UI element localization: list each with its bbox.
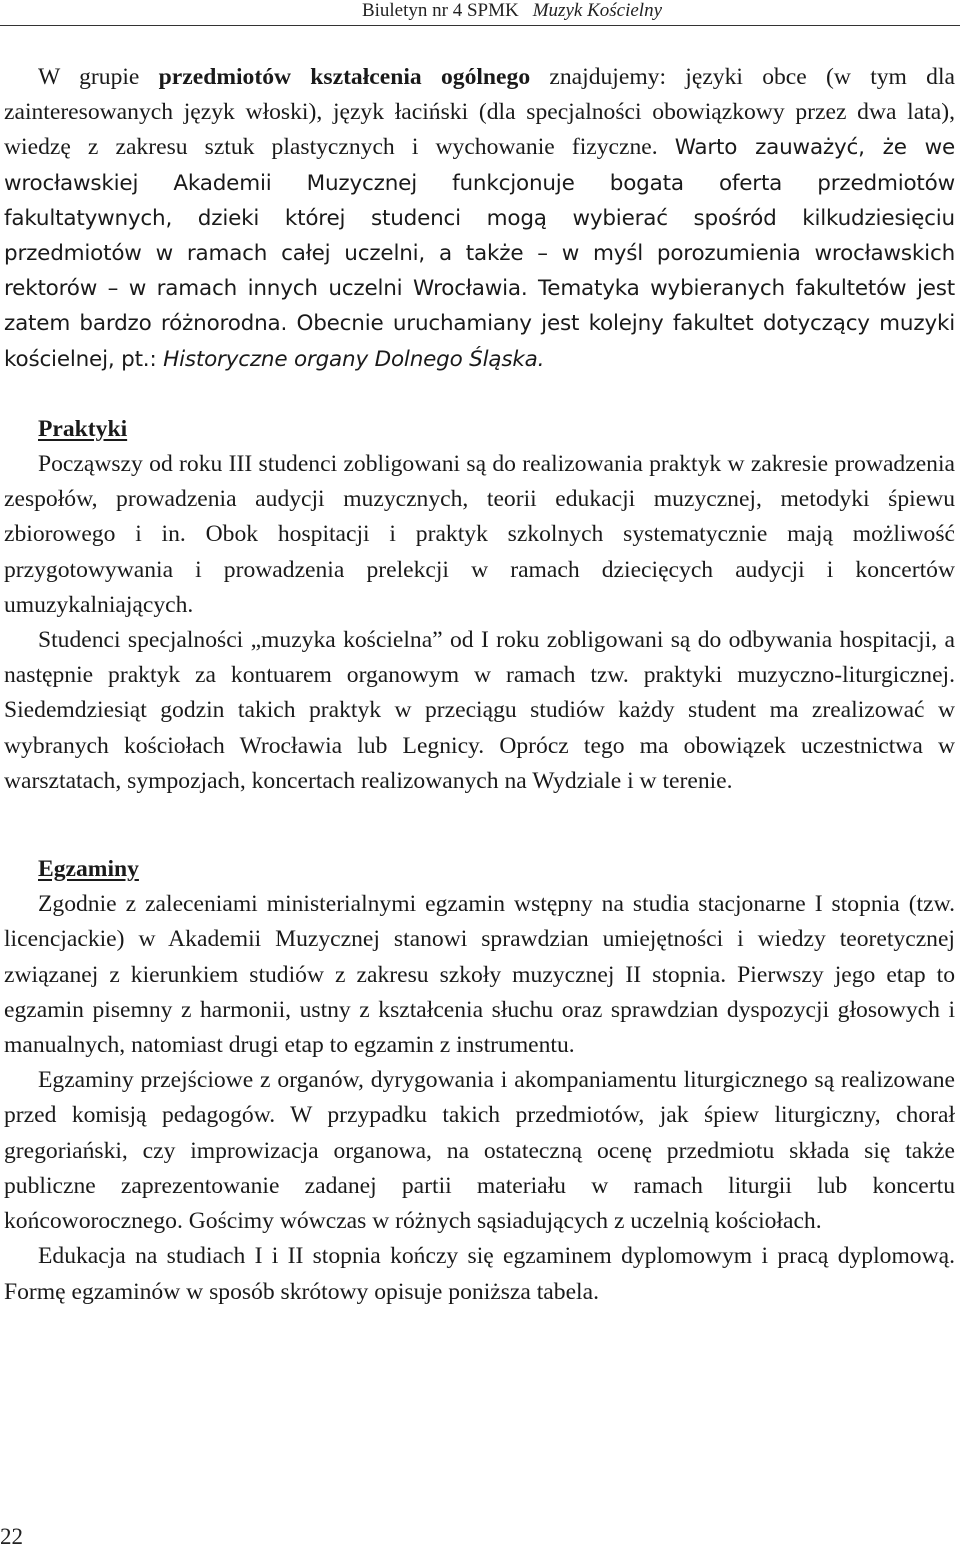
praktyki-paragraph-1: Począwszy od roku III studenci zobligowani są do realizowania praktyk w zakresie prowadzenia zespołów, prowadzenia audycji muzycznych, teorii edukacji muzycznej, metodyki śpiewu zbiorowego i in. Obok hospitacji i praktyk szkolnych systematycznie mają możliwość przygotowywania i prowadzenia prelekcji w ramach dziecięcych audycji i koncertów umuzykalniających. bbox=[4, 451, 955, 618]
intro-text-a: W grupie bbox=[38, 64, 159, 90]
intro-italic-title: Historyczne organy Dolnego Śląska. bbox=[163, 346, 545, 372]
praktyki-paragraph-2: Studenci specjalności „muzyka kościelna” od I roku zobligowani są do odbywania hospitacji, a następnie praktyk za kontuarem organowym w ramach tzw. praktyki muzyczno-liturgicznej. Siedemdziesiąt godzin takich praktyk w przeciągu studiów każdy student ma zrealizować w wybranych kościołach Wrocławia lub Legnicy. Oprócz tego ma obowiązek uczestnictwa w warsztatach, sympozjach, koncertach realizowanych na Wydziale i w terenie. bbox=[4, 627, 955, 794]
intro-bold-term: przedmiotów kształcenia ogólnego bbox=[158, 64, 531, 90]
bulletin-title: Muzyk Kościelny bbox=[532, 0, 662, 21]
section-heading-egzaminy: Egzaminy bbox=[38, 856, 139, 883]
page-number: 22 bbox=[0, 1524, 23, 1549]
running-header bbox=[0, 0, 960, 26]
intro-text-b: znajdujemy: języki obce (w tym dla zainteresowanych język włoski), język łaciński (dla specjalności obowiązkowy przez dwa lata), wiedzę z zakresu sztuk plastycznych i wychowanie fizyczne. bbox=[4, 64, 955, 161]
section-heading-praktyki: Praktyki bbox=[38, 415, 128, 442]
egzaminy-paragraph-2: Egzaminy przejściowe z organów, dyrygowania i akompaniamentu liturgicznego są realizowane przed komisją pedagogów. W przypadku takich przedmiotów, jak śpiew liturgiczny, chorał gregoriański, czy improwizacja organowa, na ostateczną ocenę przedmiotu składa się także publiczne zaprezentowanie zadanej partii materiału w ramach liturgii lub koncertu końcoworocznego. Gościmy wówczas w różnych sąsiadujących z uczelnią kościołach. bbox=[4, 1067, 955, 1235]
egzaminy-paragraph-1: Zgodnie z zaleceniami ministerialnymi egzamin wstępny na studia stacjonarne I stopnia (tzw. licencjackie) w Akademii Muzycznej stanowi sprawdzian umiejętności i wiedzy teoretycznej związanej z kierunkiem studiów z zakresu szkoły muzycznej II stopnia. Pierwszy jego etap to egzamin pisemny z harmonii, ustny z kształcenia słuchu oraz sprawdzian dyspozycji głosowych i manualnych, natomiast drugi etap to egzamin z instrumentu. bbox=[4, 891, 955, 1059]
intro-paragraph bbox=[4, 60, 955, 377]
egzaminy-paragraph-3: Edukacja na studiach I i II stopnia kończy się egzaminem dyplomowym i pracą dyplomową. Formę egzaminów w sposób skrótowy opisuje poniższa tabela. bbox=[4, 1243, 955, 1305]
header-text bbox=[362, 0, 662, 22]
article-body bbox=[4, 60, 955, 1310]
intro-sans-text: Warto zauważyć, że we wrocławskiej Akademii Muzycznej funkcjonuje bogata oferta przedmiotów fakultatywnych, dzieki której studenci mogą wybierać spośród kilkudziesięciu przedmiotów w ramach całej uczelni, a także – w myśl porozumienia wrocławskich rektorów – w ramach innych uczelni Wrocławia. Tematyka wybieranych fakultetów jest zatem bardzo różnorodna. Obecnie uruchamiany jest kolejny fakultet dotyczący muzyki kościelnej, pt.: bbox=[4, 135, 955, 372]
bulletin-number: Biuletyn nr 4 SPMK bbox=[361, 0, 519, 21]
